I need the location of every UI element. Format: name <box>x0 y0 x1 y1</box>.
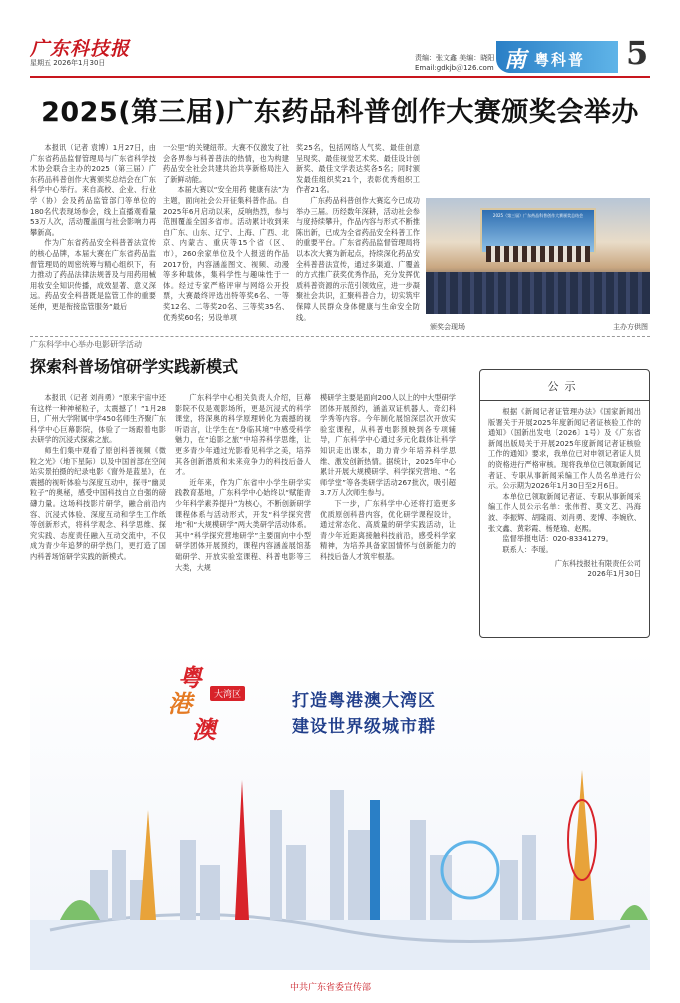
email-line: Email:gdkjb＠126.com <box>415 64 494 72</box>
greater-bay-area-ad <box>30 650 650 970</box>
notice-body <box>488 407 641 555</box>
sea-band <box>30 920 650 970</box>
column-badge-label: 粤科普 <box>534 51 586 69</box>
main-headline: 2025(第三届)广东药品科普创作大赛颁奖会举办 <box>41 97 639 128</box>
photo-credit: 主办方供图 <box>613 323 648 331</box>
notice-paragraph: 本单位已领取新闻记者证、专职从事新闻采编工作人员公示名单：张伟哲、莫文艺、冯海波、李振辉、胡隆雨、刘肖勇、麦博、李婉欣、张文鑫、黄彩霞、杨楚瑜、赵熙。 <box>488 491 641 533</box>
paragraph: 广东药品科普创作大赛迄今已成功举办三届。历经数年深耕，活动社会参与度持续攀升，作品内容与形式不断推陈出新，已成为全省药品安全科普工作的重要平台。广东省药品监督管理局将以本次大赛为新起点，持续深化药品安全科普普法宣传，通过多渠道、广覆盖的方式推广获奖优秀作品，充分发挥优质科普资源的示范引领效应，进一步凝聚社会共识，汇聚科普合力，切实筑牢保障人民群众身体健康与生命安全防线。 <box>296 195 420 322</box>
paragraph: 奖25名，包括网络人气奖、最佳创意呈现奖、最佳视觉艺术奖、最佳设计创新奖、最佳文学表达奖各5名；同时颁发最佳组织奖21个，表彰优秀组织工作者21名。 <box>296 143 420 195</box>
paragraph: 下一步，广东科学中心还将打造更多优质原创科普内容，优化研学课程设计，通过常态化、高质量的研学实践活动，让青少年近距离接触科技前沿，感受科学家精神，为培养具备家国情怀与创新能力的科技后备人才筑牢根基。 <box>320 498 456 561</box>
header-rule <box>30 76 650 78</box>
gba-logo-char: 港 <box>168 689 192 718</box>
paragraph: 广东科学中心相关负责人介绍，巨幕影院不仅是观影场所，更是沉浸式的科学课堂，将深奥的科学原理转化为震撼的视听语言，让学生在“身临其境”中感受科学魅力，在“追影之旅”中培养科学思维，让更多青少年通过光影看见科学之美，培养其各创新潜质和未来竞争力的科技后备人才。 <box>175 393 311 477</box>
ad-sponsor: 中共广东省委宣传部 <box>290 983 372 993</box>
page-number: 5 <box>626 34 649 72</box>
ad-slogan-line-1: 打造粤港澳大湾区 <box>292 691 436 711</box>
paragraph: 师生们集中观看了原创科普视频《微粒之光》（地下星际）以及中国首部在空间站实景拍摄的纪录电影《窗外是蓝星》，在震撼的视听体验与深度互动中，探寻“幽灵粒子”的奥秘，感受中国科技自立自强的磅礴力量。这场科技影片研学，融合前沿内容、沉浸式体验、深度互动和学生工作纸等创新形式，将科学观念、科学思维、探究实践、态度责任融入互动交流中，不仅成为青少年追梦的研学热门，更打造了国内科普场馆研学实践的新模式。 <box>30 445 166 561</box>
tower-landmark <box>235 780 249 920</box>
awardees-row <box>486 246 590 262</box>
masthead <box>30 30 650 73</box>
notice-date: 2026年1月30日 <box>587 569 641 579</box>
paragraph: 本届大赛以“安全用药 健康有法”为主题，面向社会公开征集科普作品。自2025年6月启动以来，反响热烈，参与范围覆盖全国多省市。活动累计收到来自广东、山东、辽宁、上海、广西、北京、内蒙古、重庆等15个省（区、市），260余家单位及个人报送的作品2017份，内容涵盖图文、视频、动漫等多种载体，集科学性与趣味性于一体。经过专家严格评审与网络公开投票，大赛最终评选出特等奖6名、一等奖12名、二等奖20名、三等奖35名、优秀奖60名；另设单项 <box>163 185 289 322</box>
article2-kicker: 广东科学中心举办电影研学活动 <box>30 340 142 349</box>
paragraph: 本报讯（记者 袁博）1月27日，由广东省药品监督管理局与广东省科学技术协会联合主办的2025（第三届）广东药品科普创作大赛颁奖总结会在广东科学中心举行。来自高校、企业、行业学（协）会及药品监管部门等单位的180名代表现场参会，线上直播观看量53万人次，活动覆盖面与社会影响力再攀新高。 <box>30 143 156 237</box>
notice-paragraph: 根据《新闻记者证管理办法》《国家新闻出版署关于开展2025年度新闻记者证核验工作的通知》（国新出发电〔2026〕1号）及《广东省新闻出版局关于开展2025年度新闻记者证核验工作的通知》要求，我单位已对申领记者证人员的资格进行严格审核。现将我单位已领取新闻记者证、专职从事新闻采编工作人员名单进行公示。公示期为2026年1月30日至2月6日。 <box>488 407 641 491</box>
notice-paragraph: 联系人：李瑷。 <box>502 544 553 554</box>
article1-column-3 <box>296 143 420 323</box>
audience-seats <box>426 272 650 314</box>
gba-logo <box>168 658 278 748</box>
notice-signature <box>488 559 641 579</box>
award-ceremony-photo <box>426 198 650 314</box>
paragraph: 作为广东省药品安全科普普法宣传的核心品牌，本届大赛在广东省药品监督管理局的周密统筹与精心组织下，有力推动了药品法律法规普及与用药用械用妆安全知识传播，成效显著、意义深远。药品安全科普既是监管工作的重要延伸，更是衔接监管服务“最后 <box>30 238 156 311</box>
article2-column-2 <box>175 393 311 573</box>
tower-landmark <box>370 800 380 920</box>
public-notice-box <box>479 369 650 638</box>
notice-signer: 广东科技报社有限责任公司 <box>554 559 641 569</box>
newspaper-logo: 广东科技报 <box>30 38 131 60</box>
editors-info <box>415 53 494 73</box>
paragraph: 近年来，作为广东省中小学生研学实践教育基地，广东科学中心始终以“赋能青少年科学素养提升”为核心，不断创新研学课程体系与活动形式，开发“科学探究营地”和“大规模研学”两大类研学活动体系。其中“科学探究营地研学”主要面向中小型研学团体开展预约，课程内容涵盖展馆基础研学、开放实验室课程、科普电影等三大类，大规 <box>175 477 311 572</box>
tower-landmark <box>140 810 156 920</box>
notice-title: 公示 <box>480 378 649 401</box>
gba-logo-char: 粤 <box>178 663 202 692</box>
photo-caption <box>430 322 650 332</box>
stage-screen-title: 2025（第三届）广东药品科普创作大赛颁奖总结会 <box>492 213 584 218</box>
city-skyline-illustration <box>30 750 650 970</box>
section-divider <box>30 336 650 337</box>
buildings-group <box>90 790 536 920</box>
article2-column-3 <box>320 393 456 563</box>
tree <box>620 905 648 920</box>
column-badge-char: 南 <box>504 47 527 73</box>
canton-tower <box>570 770 594 920</box>
column-badge <box>496 41 618 73</box>
gba-logo-char: 澳 <box>192 715 216 744</box>
article1-column-1 <box>30 143 156 313</box>
photo-caption-text: 颁奖会现场 <box>430 323 465 331</box>
paragraph: 本报讯（记者 刘肖勇）“原来宇宙中还有这样一种神秘粒子，太震撼了！”1月28日，广州大学附属中学450名师生齐聚广东科学中心巨幕影院，体验了一场跟着电影去研学的沉浸式探索之旅。 <box>30 393 166 445</box>
ad-slogan-line-2: 建设世界级城市群 <box>292 717 436 737</box>
editors-line: 责编：张文鑫 美编：晓阳 <box>415 54 495 62</box>
article2-title: 探索科普场馆研学实践新模式 <box>30 357 239 376</box>
paragraph: 一公里”的关键纽带。大赛不仅激发了社会各界参与科普普法的热情，也为构建药品安全社会共建共治共享新格局注入了新鲜动能。 <box>163 143 289 184</box>
paragraph: 模研学主要是面向200人以上的中大型研学团体开展预约，涵盖双证机器人、奇幻科学秀等内容。今年制化展馆深层次开放实验室课程，从科普电影预映到各专项辅导，广东科学中心通过多元化载体让科学知识走出课本，助力青少年培养科学思维、激发创新热情。据统计，2025年中心累计开展大规模研学、科学探究营地、“名师学堂”等各类研学活动267批次，吸引超3.7万人次师生参与。 <box>320 393 456 498</box>
article2-column-1 <box>30 393 166 563</box>
gba-logo-tag: 大湾区 <box>210 686 245 701</box>
article1-column-2 <box>163 143 289 323</box>
notice-paragraph: 监督举报电话：020-83341279。 <box>502 534 613 544</box>
issue-date: 星期五 2026年1月30日 <box>30 59 106 67</box>
